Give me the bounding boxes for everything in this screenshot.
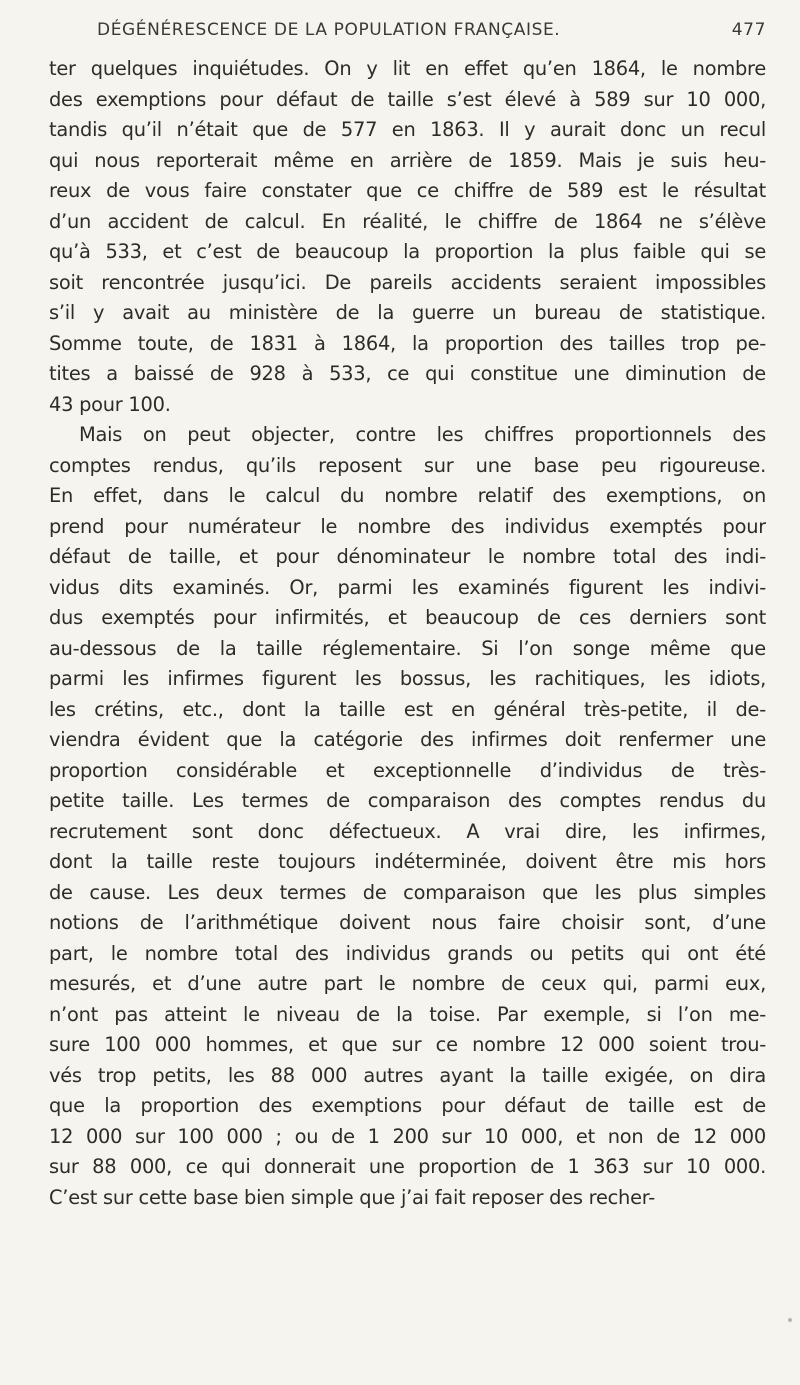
running-head: [49, 18, 766, 48]
text-line: part, le nombre total des individus grands ou petits qui ont été: [49, 941, 766, 965]
text-line: au-dessous de la taille réglementaire. Si l’on songe même que: [49, 636, 766, 660]
text-line: d’un accident de calcul. En réalité, le chiffre de 1864 ne s’élève: [49, 209, 766, 233]
text-line: notions de l’arithmétique doivent nous faire choisir sont, d’une: [49, 911, 766, 934]
text-line: C’est sur cette base bien simple que j’ai fait reposer des recher-: [49, 1185, 655, 1209]
text-line: comptes rendus, qu’ils reposent sur une base peu rigoureuse.: [49, 453, 766, 477]
page-number: 477: [731, 20, 766, 40]
paragraph: [49, 54, 766, 420]
text-line: vidus dits examinés. Or, parmi les examinés figurent les indivi-: [49, 575, 766, 599]
text-line: viendra évident que la catégorie des infirmes doit renfermer une: [49, 728, 766, 751]
text-line: vés trop petits, les 88 000 autres ayant la taille exigée, on dira: [49, 1063, 766, 1087]
text-line: recrutement sont donc défectueux. A vrai dire, les infirmes,: [49, 819, 766, 843]
text-line: dus exemptés pour infirmités, et beaucoup de ces derniers sont: [49, 606, 766, 629]
text-line: proportion considérable et exceptionnelle d’individus de très-: [49, 758, 766, 782]
text-line: sure 100 000 hommes, et que sur ce nombre 12 000 soient trou-: [49, 1033, 766, 1056]
text-line: les crétins, etc., dont la taille est en général très-petite, il de-: [49, 697, 766, 721]
text-line: 12 000 sur 100 000 ; ou de 1 200 sur 10 000, et non de 12 000: [49, 1124, 766, 1148]
body-text: [49, 54, 766, 1213]
text-line: Mais on peut objecter, contre les chiffres proportionnels des: [79, 423, 766, 446]
paragraph: [49, 420, 766, 1213]
text-line: n’ont pas atteint le niveau de la toise. Par exemple, si l’on me-: [49, 1002, 766, 1026]
text-line: parmi les infirmes figurent les bossus, les rachitiques, les idiots,: [49, 667, 766, 690]
text-line: tandis qu’il n’était que de 577 en 1863. Il y aurait donc un recul: [49, 118, 766, 141]
text-line: petite taille. Les termes de comparaison des comptes rendus du: [49, 789, 766, 812]
text-line: sur 88 000, ce qui donnerait une proportion de 1 363 sur 10 000.: [49, 1155, 766, 1178]
text-line: soit rencontrée jusqu’ici. De pareils accidents seraient impossibles: [49, 270, 766, 294]
text-line: reux de vous faire constater que ce chiffre de 589 est le résultat: [49, 179, 766, 202]
text-line: des exemptions pour défaut de taille s’est élevé à 589 sur 10 000,: [49, 87, 766, 111]
text-line: mesurés, et d’une autre part le nombre de ceux qui, parmi eux,: [49, 972, 766, 995]
running-title: DÉGÉNÉRESCENCE DE LA POPULATION FRANÇAISE.: [97, 20, 561, 40]
text-line: de cause. Les deux termes de comparaison que les plus simples: [49, 880, 766, 904]
text-line: 43 pour 100.: [49, 392, 171, 416]
text-line: En effet, dans le calcul du nombre relatif des exemptions, on: [49, 484, 766, 507]
text-line: qui nous reporterait même en arrière de 1859. Mais je suis heu-: [49, 148, 766, 172]
text-line: dont la taille reste toujours indéterminée, doivent être mis hors: [49, 850, 766, 873]
text-line: tites a baissé de 928 à 533, ce qui constitue une diminution de: [49, 362, 766, 385]
text-line: ter quelques inquiétudes. On y lit en effet qu’en 1864, le nombre: [49, 57, 766, 80]
text-line: Somme toute, de 1831 à 1864, la proportion des tailles trop pe-: [49, 331, 766, 355]
text-line: qu’à 533, et c’est de beaucoup la proportion la plus faible qui se: [49, 240, 766, 263]
paper-speck: [788, 1318, 792, 1322]
text-line: défaut de taille, et pour dénominateur le nombre total des indi-: [49, 545, 766, 568]
text-line: prend pour numérateur le nombre des individus exemptés pour: [49, 514, 766, 538]
text-line: s’il y avait au ministère de la guerre un bureau de statistique.: [49, 301, 766, 324]
text-line: que la proportion des exemptions pour défaut de taille est de: [49, 1094, 766, 1117]
